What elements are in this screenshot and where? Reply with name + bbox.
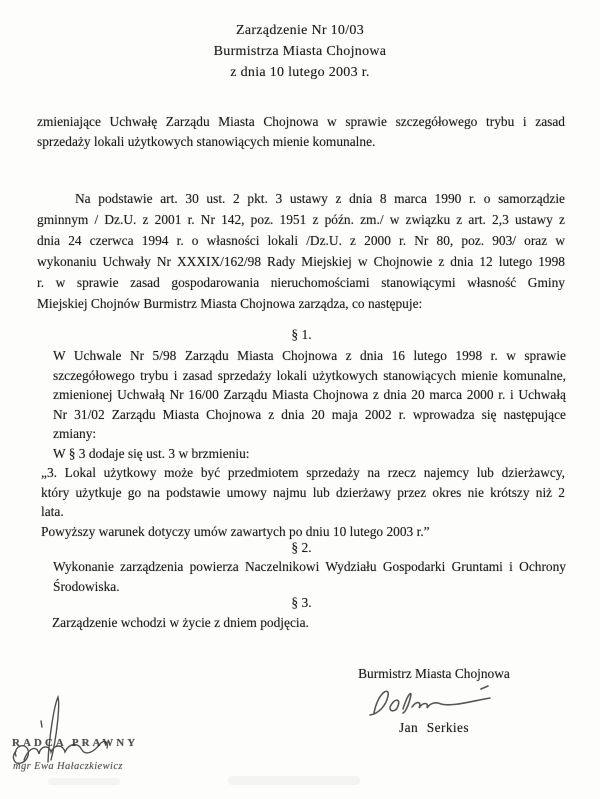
scan-smudge [228,776,360,785]
text-line: dnia 24 czerwca 1994 r. o własności lokali /Dz.U. z 2000 r. Nr 80, poz. 903/ oraz w [37,233,565,248]
document-title-line: z dnia 10 lutego 2003 r. [230,65,370,80]
section-2-body [53,557,566,597]
section-3-heading: § 3. [291,595,312,610]
text-line: gminnym / Dz.U. z 2001 r. Nr 142, poz. 1951 z późn. zm./ w związku z art. 2,3 ustawy z [37,212,565,227]
text-line: zmienionej Uchwałą Nr 16/00 Zarządu Miasta Chojnowa z dnia 20 marca 2000 r. i Uchwałą [53,387,566,402]
mayor-signature-block [350,666,518,736]
text-line: Na podstawie art. 30 ust. 2 pkt. 3 ustawy z dnia 8 marca 1990 r. o samorządzie [75,191,565,206]
text-line: Wykonanie zarządzenia powierza Naczelnikowi Wydziału Gospodarki Gruntami i Ochrony [53,559,566,574]
section-2-heading: § 2. [291,540,312,555]
text-line: W § 3 dodaje się ust. 3 w brzmieniu: [53,445,250,461]
section-1-body [53,346,566,463]
subject-paragraph [37,112,565,152]
text-line: Zarządzenie wchodzi w życie z dniem podjęcia. [52,615,309,630]
legal-counsel-handwritten-signature-icon [8,694,142,776]
text-line: Środowiska. [53,579,120,594]
text-line: lata. [41,504,64,519]
section-3-body [52,613,565,633]
text-line: Powyższy warunek dotyczy umów zawartych po dniu 10 lutego 2003 r.” [41,523,430,539]
mayor-handwritten-signature-icon [364,684,504,720]
text-line: W Uchwale Nr 5/98 Zarządu Miasta Chojnowa z dnia 16 lutego 1998 r. w sprawie [53,348,566,363]
legal-basis-paragraph [37,188,565,314]
legal-counsel-stamp-block [8,694,158,778]
text-line: Miejskiej Chojnów Burmistrz Miasta Chojnowa zarządza, co następuje: [37,296,423,311]
mayor-title: Burmistrz Miasta Chojnowa [358,666,510,681]
text-line: „3. Lokal użytkowy może być przedmiotem sprzedaży na rzecz najemcy lub dzierżawcy, [41,465,565,480]
legal-counsel-name: mgr Ewa Hałaczkiewicz [13,761,123,772]
document-title-line: Burmistrza Miasta Chojnowa [213,44,387,59]
text-line: który użytkuje go na podstawie umowy najmu lub dzierżawy przez okres nie krótszy niż 2 [41,484,565,500]
scan-smudge [48,778,120,785]
text-line: wykonaniu Uchwały Nr XXXIX/162/98 Rady Miejskiej w Chojnowie z dnia 12 lutego 1998 [37,254,565,269]
mayor-name: Jan Serkies [398,720,470,735]
text-line: r. w sprawie zasad gospodarowania nieruchomościami stanowiącymi własność Gminy [37,275,565,290]
section-1-quoted-provision [41,463,565,541]
text-line: zmieniające Uchwałę Zarządu Miasta Chojnowa w sprawie szczegółowego trybu i zasad [37,114,565,129]
legal-counsel-role: RADCA PRAWNY [12,737,139,749]
text-line: Nr 31/02 Zarządu Miasta Chojnowa z dnia 20 maja 2002 r. wprowadza się następujące [53,406,566,422]
document-title [0,20,600,83]
text-line: sprzedaży lokali użytkowych stanowiących mienie komunalne. [37,134,376,149]
section-1-heading: § 1. [291,327,312,342]
text-line: szczegółowego trybu i zasad sprzedaży lokali użytkowych stanowiących mienie komunalne, [53,367,566,383]
text-line: zmiany: [53,426,97,441]
document-title-line: Zarządzenie Nr 10/03 [235,23,365,38]
